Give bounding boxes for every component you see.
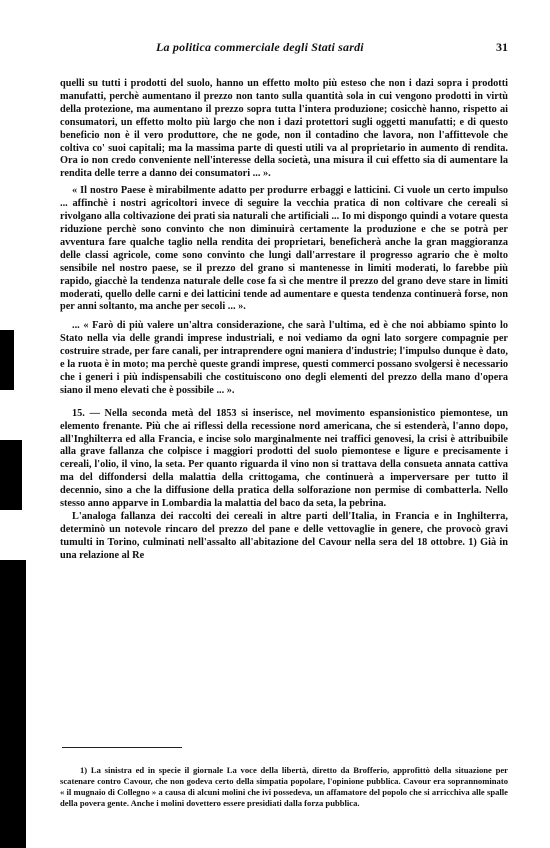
footnote-rule xyxy=(62,747,182,748)
paragraph-section-15: 15. — Nella seconda metà del 1853 si inserisce, nel movimento espansionistico piemontese, un elemento frenante. Più che ai riflessi della recessione nord americana, che si estenderà, l'anno dopo, all'Inghilterra ed alla Francia, e incise solo marginalmente nei traffici genovesi, la crisi è attribuibile alla grave fallanza che colpisce i maggiori prodotti del suolo piemontese e ligure e precisamente i cereali, l'olio, il vino, la seta. Per quanto riguarda il vino non si trattava della consueta annata cattiva ma del diffondersi della malattia della crittogama, che continuerà a imperversare per tutto il decennio, sino a che la diffusione della pratica della solforazione non permise di combatterla. Nello stesso anno apparve in Lombardia la malattia del baco da seta, la pebrina. xyxy=(60,407,508,510)
paragraph: quelli su tutti i prodotti del suolo, hanno un effetto molto più esteso che non i dazi sopra i prodotti manufatti, perchè aumentano il prezzo non tanto sulla quantità sola in cui vengono prodotti in virtù della protezione, ma aumentano il prezzo sopra tutta l'intera produzione; cosicchè hanno, rispetto ai consumatori, un effetto molto più largo che non i dazi protettori sugli oggetti manufatti; e di questo beneficio non è il vero produttore, che ne gode, non il contadino che lavora, non l'affittevole che coltiva co' suoi capitali; ma la massima parte di questi utili va al proprietario in aumento di rendita. Ora io non credo conveniente nell'interesse della società, una misura il cui effetto sia di aumentare la rendita delle terre a danno dei consumatori ... ». xyxy=(60,78,508,180)
paragraph: « Il nostro Paese è mirabilmente adatto per produrre erbaggi e latticini. Ci vuole un certo impulso ... affinchè i nostri agricoltori invece di seguire la vecchia pratica di non coltivare che cereali si rivolgano alla coltivazione dei prati sia naturali che artificiali ... Io mi dispongo quindi a votare questa riduzione perchè sono convinto che non diminuirà certamente la produzione e che se potrà per avventura fare qualche taglio nella rendita dei proprietari, beneficherà anche la gran maggioranza delle classi agricole, come sono convinto che lungi dall'arrestare il progresso agrario che è molto sensibile nel nostro paese, se il prezzo del grano si mantenesse in limiti moderati, lo farebbe più rapido, giacchè la tendenza naturale delle cose fa sì che mentre il prezzo del grano deve stare in limiti moderati, quello delle carni e dei latticini tende ad aumentare e questa tendenza continuerà forse, non per anni soltanto, ma anche per secoli ... ». xyxy=(60,185,508,313)
body-text xyxy=(60,78,508,563)
page-number: 31 xyxy=(496,40,508,54)
running-title: La politica commerciale degli Stati sardi xyxy=(156,40,364,54)
paragraph: L'analoga fallanza dei raccolti dei cereali in altre parti dell'Italia, in Francia e in Inghilterra, determinò un notevole rincaro del prezzo del pane e delle vettovaglie in genere, che provocò gravi tumulti in Torino, culminati nell'assalto all'abitazione del Cavour nella sera del 18 ottobre. 1) Già in una relazione al Re xyxy=(60,511,508,561)
paragraph: ... « Farò di più valere un'altra considerazione, che sarà l'ultima, ed è che noi abbiamo spinto lo Stato nella via delle grandi imprese industriali, e noi vediamo da ogni lato sorgere compagnie per costruire strade, per fare canali, per intraprendere ogni maniera d'industrie; l'impulso dunque è dato, e la ruota è in moto; ma perchè queste grandi imprese, questi commerci possano svolgersi è necessario che i generi i più indispensabili che costituiscono ono degli elementi del prezzo della mano d'opera siano il meno elevati che è possibile ... ». xyxy=(60,320,508,396)
scan-edge-shadow xyxy=(0,440,22,510)
page-header xyxy=(60,40,508,58)
scan-edge-shadow xyxy=(0,560,26,848)
scan-edge-shadow xyxy=(0,330,14,390)
footnote: 1) La sinistra ed in specie il giornale La voce della libertà, diretto da Brofferio, approfittò della situazione per scatenare contro Cavour, che non godeva certo della simpatia popolare, l'opinione pubblica. Cavour era soprannominato « il mugnaio di Collegno » a causa di alcuni molini che ivi possedeva, un affamatore del popolo che si arricchiva alle spalle della povera gente. Anche i molini dovettero essere presidiati dalla forza pubblica. xyxy=(60,764,508,809)
